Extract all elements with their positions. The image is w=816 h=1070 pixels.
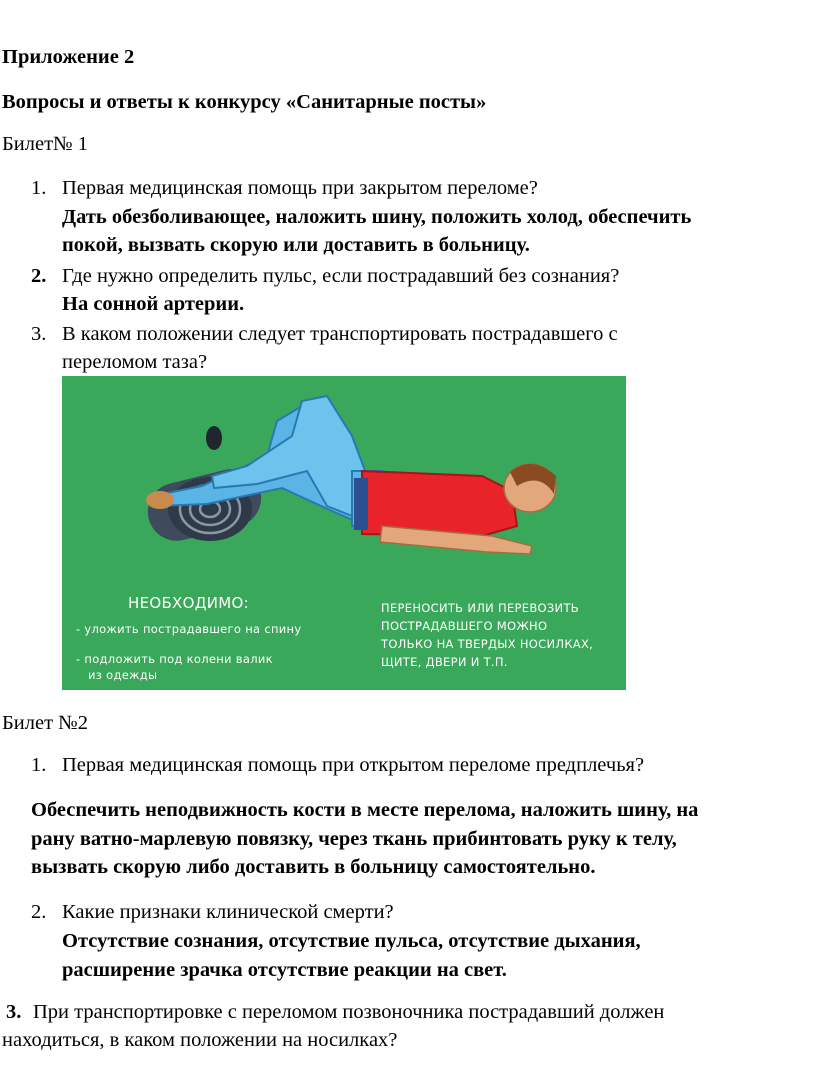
ticket1-a1-line1: Дать обезболивающее, наложить шину, положить холод, обеспечить bbox=[62, 206, 692, 228]
ticket2-q2-number: 2. bbox=[31, 901, 47, 923]
ticket2-q3-line1: При транспортировке с переломом позвоночника пострадавший должен bbox=[33, 1001, 665, 1023]
ticket2-label: Билет №2 bbox=[2, 712, 88, 734]
ticket1-q2-number: 2. bbox=[31, 265, 47, 287]
illustration-item2-line1: - подложить под колени валик bbox=[76, 652, 273, 666]
ticket2-a2-line2: расширение зрачка отсутствие реакции на свет. bbox=[62, 959, 507, 981]
ticket1-q1-text: Первая медицинская помощь при закрытом переломе? bbox=[62, 177, 538, 199]
illustration-note-line1: ПЕРЕНОСИТЬ ИЛИ ПЕРЕВОЗИТЬ bbox=[381, 601, 579, 615]
ticket2-a1-line3: вызвать скорую либо доставить в больницу самостоятельно. bbox=[31, 856, 596, 878]
pelvic-fracture-illustration bbox=[62, 376, 626, 690]
illustration-item1: - уложить пострадавшего на спину bbox=[76, 622, 302, 636]
ticket1-q2-text: Где нужно определить пульс, если пострадавший без сознания? bbox=[62, 265, 620, 287]
illustration-note-line2: ПОСТРАДАВШЕГО МОЖНО bbox=[381, 619, 548, 633]
ticket2-a2-line1: Отсутствие сознания, отсутствие пульса, отсутствие дыхания, bbox=[62, 930, 641, 952]
ticket2-q3-number: 3. bbox=[6, 1001, 22, 1023]
ticket2-q3-line2: находиться, в каком положении на носилках? bbox=[2, 1029, 398, 1051]
ticket2-q1-text: Первая медицинская помощь при открытом переломе предплечья? bbox=[62, 754, 645, 776]
ticket1-q3-line1: В каком положении следует транспортировать пострадавшего с bbox=[62, 323, 618, 345]
ticket1-q3-number: 3. bbox=[31, 323, 47, 345]
page-title: Вопросы и ответы к конкурсу «Санитарные посты» bbox=[2, 91, 487, 113]
illustration-heading: НЕОБХОДИМО: bbox=[128, 594, 249, 612]
illustration-note-line3: ТОЛЬКО НА ТВЕРДЫХ НОСИЛКАХ, bbox=[381, 637, 594, 651]
ticket1-a1-line2: покой, вызвать скорую или доставить в больницу. bbox=[62, 234, 530, 256]
ticket1-label: Билет№ 1 bbox=[2, 133, 88, 155]
ticket2-a1-line2: рану ватно-марлевую повязку, через ткань прибинтовать руку к телу, bbox=[31, 828, 677, 850]
illustration-item2-line2: из одежды bbox=[88, 668, 158, 682]
illustration-note-line4: ЩИТЕ, ДВЕРИ И Т.П. bbox=[381, 655, 508, 669]
ticket1-q1-number: 1. bbox=[31, 177, 47, 199]
ticket2-a1-line1: Обеспечить неподвижность кости в месте перелома, наложить шину, на bbox=[31, 799, 699, 821]
ticket2-q1-number: 1. bbox=[31, 754, 47, 776]
ticket1-q3-line2: переломом таза? bbox=[62, 351, 208, 373]
ticket2-q2-text: Какие признаки клинической смерти? bbox=[62, 901, 394, 923]
ticket1-a2: На сонной артерии. bbox=[62, 293, 245, 315]
head bbox=[504, 464, 556, 512]
appendix-label: Приложение 2 bbox=[2, 46, 135, 68]
